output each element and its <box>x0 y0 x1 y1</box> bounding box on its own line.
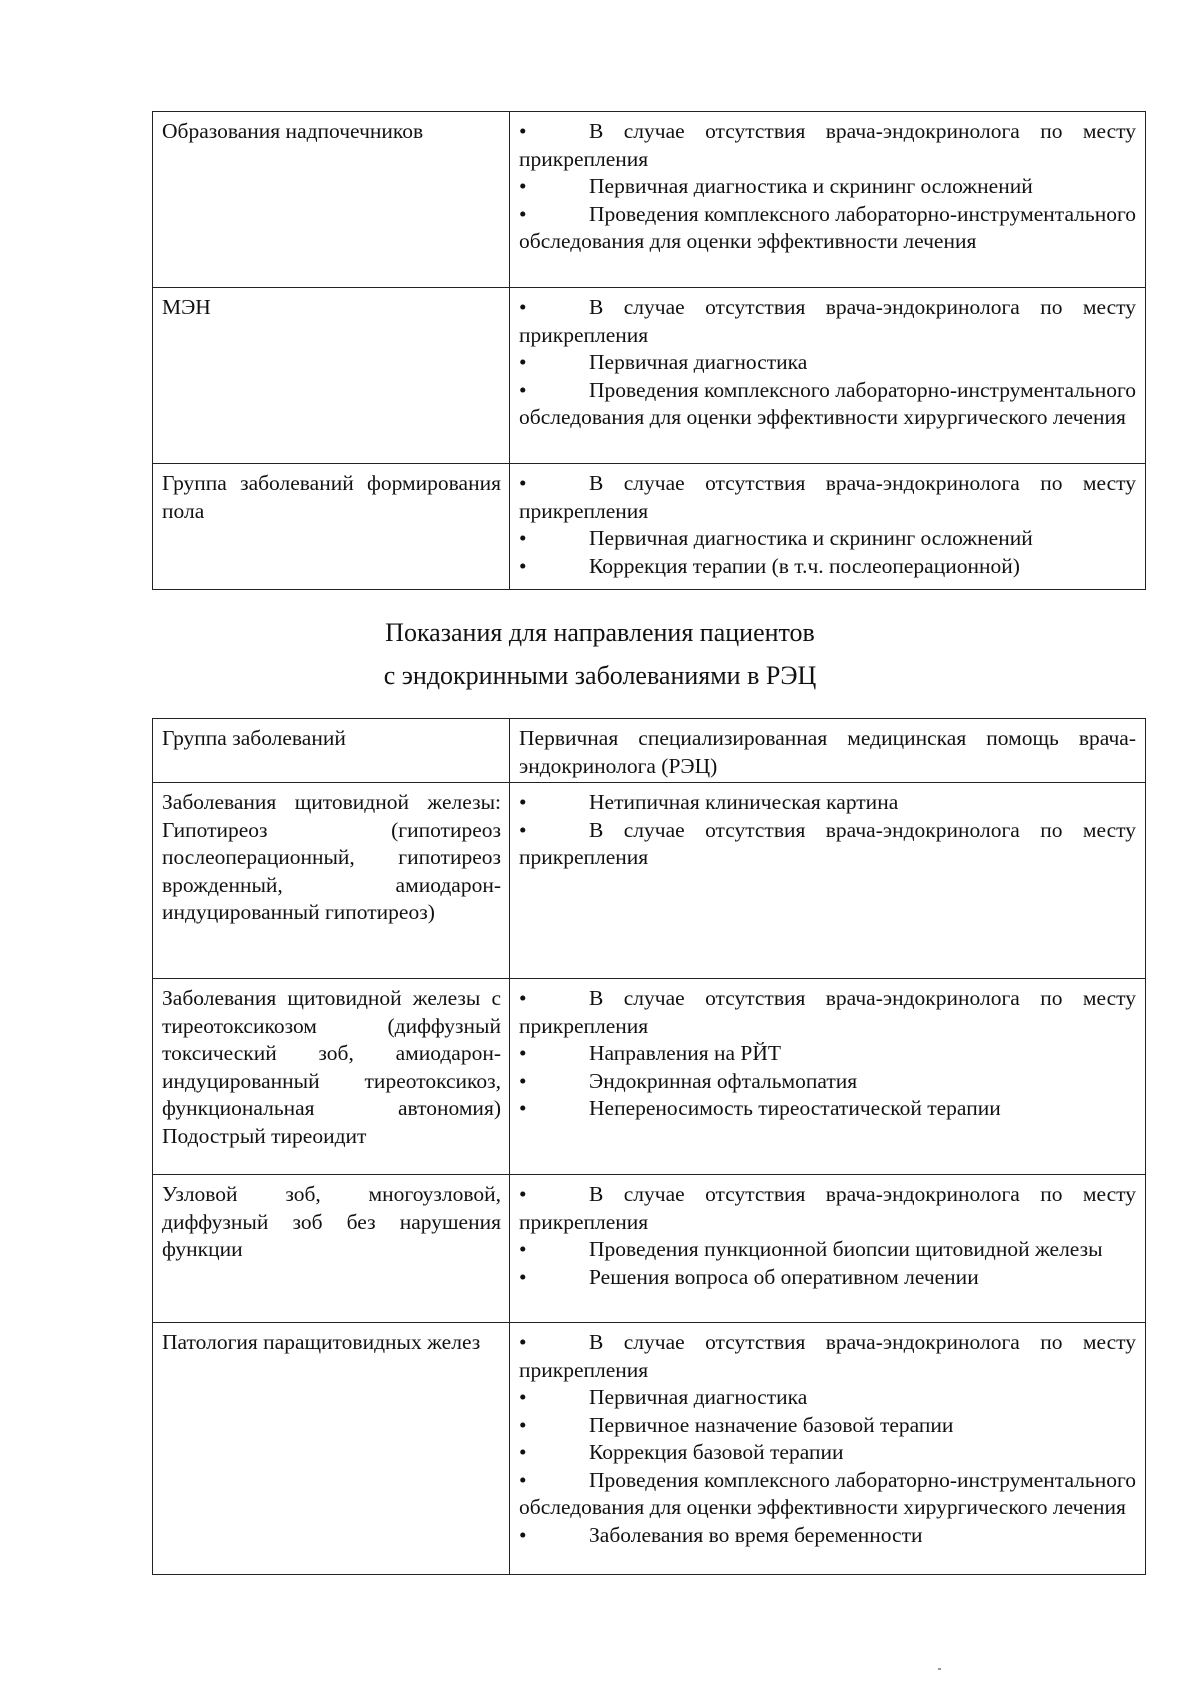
bullet-icon: • <box>519 553 527 578</box>
bullet-icon: • <box>519 174 527 198</box>
bullet-icon: • <box>519 1385 527 1409</box>
disease-group-cell: МЭН <box>153 288 510 464</box>
disease-group-cell: Образования надпочечников <box>153 112 510 288</box>
bullet-icon: • <box>519 1237 527 1261</box>
list-item: • Первичная диагностика и скрининг осложнений <box>519 525 1136 553</box>
list-item: • Проведения комплексного лабораторно-инструментального обследования для оценки эффективности хирургического лечения <box>519 1467 1137 1519</box>
list-item: • В случае отсутствия врача-эндокринолога по месту прикрепления <box>519 295 1136 347</box>
bullet-icon: • <box>519 1330 527 1354</box>
list-item: • Проведения комплексного лабораторно-инструментального обследования для оценки эффективности лечения <box>519 201 1137 253</box>
list-item: • Коррекция терапии (в т.ч. послеоперационной) <box>519 553 1136 581</box>
list-item: • В случае отсутствия врача-эндокринолога по месту прикрепления <box>519 471 1136 523</box>
list-item: • Коррекция базовой терапии <box>519 1439 1136 1467</box>
list-item: • Решения вопроса об оперативном лечении <box>519 1264 1136 1292</box>
bullet-icon: • <box>519 1412 527 1437</box>
table-header-row <box>153 719 1146 783</box>
section-heading-line-1: Показания для направления пациентов <box>385 618 815 647</box>
section-heading-line-2: с эндокринными заболеваниями в РЭЦ <box>383 661 817 690</box>
list-item: • Первичная диагностика и скрининг осложнений <box>519 173 1136 201</box>
table-row <box>153 288 1146 464</box>
list-item: • В случае отсутствия врача-эндокринолога по месту прикрепления <box>519 1330 1136 1382</box>
indications-cell <box>510 112 1146 288</box>
list-item: • Первичная диагностика <box>519 349 1136 377</box>
table-row <box>153 783 1146 979</box>
disease-group-cell: Заболевания щитовидной железы: Гипотиреоз (гипотиреоз послеоперационный, гипотиреоз врожденный, амиодарон- индуцированный гипотиреоз) <box>153 783 510 979</box>
referral-table-continued <box>152 111 1146 590</box>
bullet-icon: • <box>519 471 527 495</box>
list-item: • Первичное назначение базовой терапии <box>519 1412 1136 1440</box>
bullet-icon: • <box>519 350 527 374</box>
disease-group-cell: Заболевания щитовидной железы с тиреотоксикозом (диффузный токсический зоб, амиодарон-индуцированный тиреотоксикоз, функциональная автономия) Подострый тиреоидит <box>153 979 510 1175</box>
table-row <box>153 112 1146 288</box>
list-item: • Первичная диагностика <box>519 1384 1136 1412</box>
column-header-care: Первичная специализированная медицинская помощь врача-эндокринолога (РЭЦ) <box>510 719 1146 783</box>
table-row <box>153 979 1146 1175</box>
bullet-icon: • <box>519 1068 527 1093</box>
bullet-icon: • <box>519 1096 527 1120</box>
indications-cell <box>510 1323 1146 1575</box>
column-header-group: Группа заболеваний <box>153 719 510 783</box>
bullet-icon: • <box>519 817 527 842</box>
table-row <box>153 1323 1146 1575</box>
list-item: • Нетипичная клиническая картина <box>519 789 1136 817</box>
disease-group-cell: Узловой зоб, многоузловой, диффузный зоб без нарушения функции <box>153 1175 510 1323</box>
list-item: • Эндокринная офтальмопатия <box>519 1068 1136 1096</box>
list-item: • Проведения комплексного лабораторно-инструментального обследования для оценки эффективности хирургического лечения <box>519 377 1137 429</box>
list-item: • В случае отсутствия врача-эндокринолога по месту прикрепления <box>519 817 1136 869</box>
bullet-icon: • <box>519 1522 527 1547</box>
bullet-icon: • <box>519 790 527 814</box>
table-row <box>153 1175 1146 1323</box>
list-item: • Заболевания во время беременности <box>519 1522 1136 1550</box>
list-item: • В случае отсутствия врача-эндокринолога по месту прикрепления <box>519 119 1136 171</box>
bullet-icon: • <box>519 1467 527 1492</box>
bullet-icon: • <box>519 377 527 402</box>
bullet-icon: • <box>519 986 527 1010</box>
indications-cell <box>510 288 1146 464</box>
list-item: • Направления на РЙТ <box>519 1040 1136 1068</box>
list-item: • В случае отсутствия врача-эндокринолога по месту прикрепления <box>519 986 1136 1038</box>
bullet-icon: • <box>519 119 527 143</box>
list-item: • Непереносимость тиреостатической терапии <box>519 1095 1136 1123</box>
bullet-icon: • <box>519 1182 527 1206</box>
disease-group-cell: Патология паращитовидных желез <box>153 1323 510 1575</box>
bullet-icon: • <box>519 201 527 226</box>
indications-cell <box>510 1175 1146 1323</box>
indications-cell <box>510 464 1146 590</box>
disease-group-cell: Группа заболеваний формирования пола <box>153 464 510 590</box>
bullet-icon: • <box>519 1264 527 1289</box>
bullet-icon: • <box>519 1041 527 1065</box>
indications-cell <box>510 783 1146 979</box>
table-row <box>153 464 1146 590</box>
scan-speck <box>938 1668 941 1670</box>
list-item: • В случае отсутствия врача-эндокринолога по месту прикрепления <box>519 1182 1136 1234</box>
bullet-icon: • <box>519 295 527 319</box>
bullet-icon: • <box>519 526 527 550</box>
indications-cell <box>510 979 1146 1175</box>
referral-indications-table <box>152 718 1146 1575</box>
bullet-icon: • <box>519 1440 527 1464</box>
list-item: • Проведения пункционной биопсии щитовидной железы <box>519 1236 1136 1264</box>
